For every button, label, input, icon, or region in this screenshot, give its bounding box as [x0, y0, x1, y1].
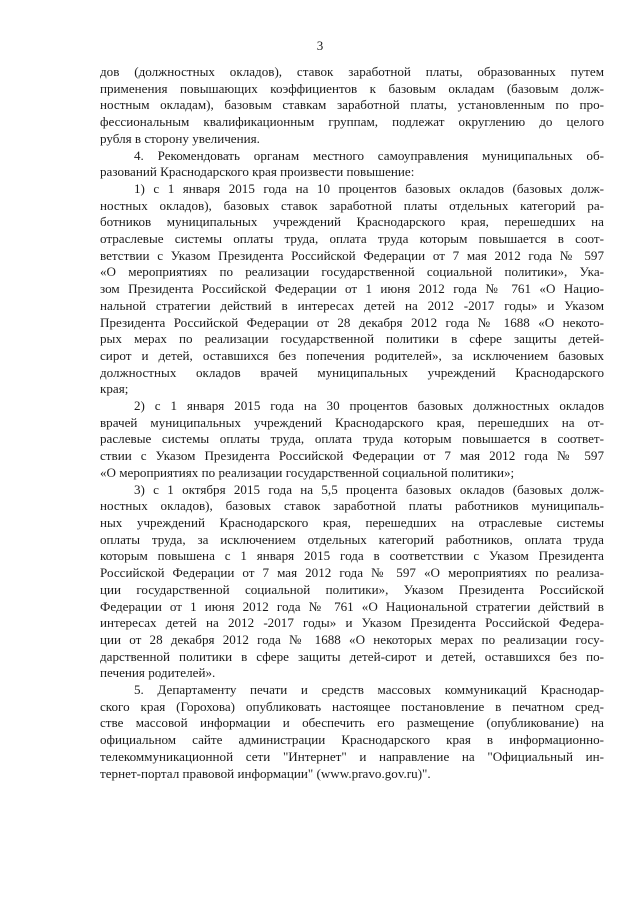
text-line: «О мероприятиях по реализации государственной социальной политики», Ука- — [100, 264, 604, 280]
page-number: 3 — [316, 38, 324, 53]
text-line: врачей муниципальных учреждений Краснодарского края, перешедших на от- — [100, 414, 604, 430]
text-line: тернет-портал правовой информации" (www.pravo.gov.ru)". — [100, 765, 431, 781]
text-line: фессиональным квалификационным группам, подлежат округлению до целого — [100, 114, 604, 130]
text-line: нальной стратегии действий в интересах детей на 2012 -2017 годы» и Указом — [100, 297, 604, 313]
text-line: края; — [100, 381, 129, 397]
text-line: ции от 28 декабря 2012 года № 1688 «О некоторых мерах по реализации госу- — [100, 631, 604, 647]
text-line: оплаты труда, за исключением отдельных категорий работников, оплата труда — [100, 531, 604, 547]
paragraph-p0 — [100, 64, 604, 148]
text-line: официальном сайте администрации Краснодарского края в информационно- — [100, 732, 604, 748]
text-line: рых мерах по реализации государственной политики в сфере защиты детей- — [100, 331, 604, 347]
text-line: ствии с Указом Президента Российской Федерации от 7 мая 2012 года № 597 — [100, 448, 604, 464]
text-line: 4. Рекомендовать органам местного самоуправления муниципальных об- — [134, 147, 604, 163]
paragraph-p5 — [100, 682, 604, 782]
text-line: дарственной политики в сфере защиты детей-сирот и детей, оставшихся без по- — [100, 648, 604, 664]
text-line: ных учреждений Краснодарского края, перешедших на отраслевые системы — [100, 514, 604, 530]
text-line: 1) с 1 января 2015 года на 10 процентов базовых окладов (базовых долж- — [134, 180, 604, 196]
paragraph-p3 — [100, 398, 604, 482]
text-line: стве массовой информации и обеспечить его размещение (опубликование) на — [100, 715, 604, 731]
text-line: ностных окладов), базовых ставок заработной платы работников муниципаль- — [100, 498, 604, 514]
text-line: дов (должностных окладов), ставок заработной платы, образованных путем — [100, 64, 604, 79]
document-body — [100, 64, 604, 782]
text-line: Федерации от 1 июня 2012 года № 761 «О Национальной стратегии действий в — [100, 598, 604, 614]
paragraph-p2 — [100, 181, 604, 398]
text-line: ботников муниципальных учреждений Краснодарского края, перешедших на — [100, 214, 604, 230]
text-line: 2) с 1 января 2015 года на 30 процентов базовых должностных окладов — [134, 398, 604, 414]
text-line: телекоммуникационной сети "Интернет" и направление на "Официальный ин- — [100, 748, 604, 764]
text-line: применения повышающих коэффициентов к базовым окладам (базовым долж- — [100, 80, 604, 96]
text-line: ского края (Горохова) опубликовать настоящее постановление в печатном сред- — [100, 698, 604, 714]
text-line: зом Президента Российской Федерации от 1 июня 2012 года № 761 «О Нацио- — [100, 281, 604, 297]
text-line: интересах детей на 2012 -2017 годы» и Указом Президента Российской Федера- — [100, 615, 604, 631]
text-line: 3) с 1 октября 2015 года на 5,5 процента базовых окладов (базовых долж- — [134, 481, 604, 497]
text-line: которым повышена с 1 января 2015 года в соответствии с Указом Президента — [100, 548, 604, 564]
text-line: ностным окладам), базовым ставкам заработной платы, установленным по про- — [100, 97, 604, 113]
text-line: разований Краснодарского края произвести повышение: — [100, 164, 415, 180]
text-line: Российской Федерации от 7 мая 2012 года № 597 «О мероприятиях по реализа- — [100, 565, 604, 581]
text-line: «О мероприятиях по реализации государственной социальной политики»; — [100, 464, 515, 480]
paragraph-p1 — [100, 148, 604, 181]
text-line: рубля в сторону увеличения. — [100, 130, 260, 146]
paragraph-p4 — [100, 482, 604, 682]
text-line: раслевые системы оплаты труда, оплата труда которым повышается в соответ- — [100, 431, 604, 447]
text-line: Президента Российской Федерации от 28 декабря 2012 года № 1688 «О некото- — [100, 314, 604, 330]
text-line: должностных окладов врачей муниципальных учреждений Краснодарского — [100, 364, 604, 380]
text-line: ветствии с Указом Президента Российской Федерации от 7 мая 2012 года № 597 — [100, 247, 604, 263]
text-line: печения родителей». — [100, 665, 216, 681]
text-line: отраслевые системы оплаты труда, оплата труда которым повышается в соот- — [100, 231, 604, 247]
text-line: сирот и детей, оставшихся без попечения родителей», за исключением базовых — [100, 347, 604, 363]
text-line: 5. Департаменту печати и средств массовых коммуникаций Краснодар- — [134, 682, 604, 698]
text-line: ностных окладов), базовых ставок заработной платы отдельных категорий ра- — [100, 197, 604, 213]
text-line: ции государственной социальной политики», Указом Президента Российской — [100, 581, 604, 597]
